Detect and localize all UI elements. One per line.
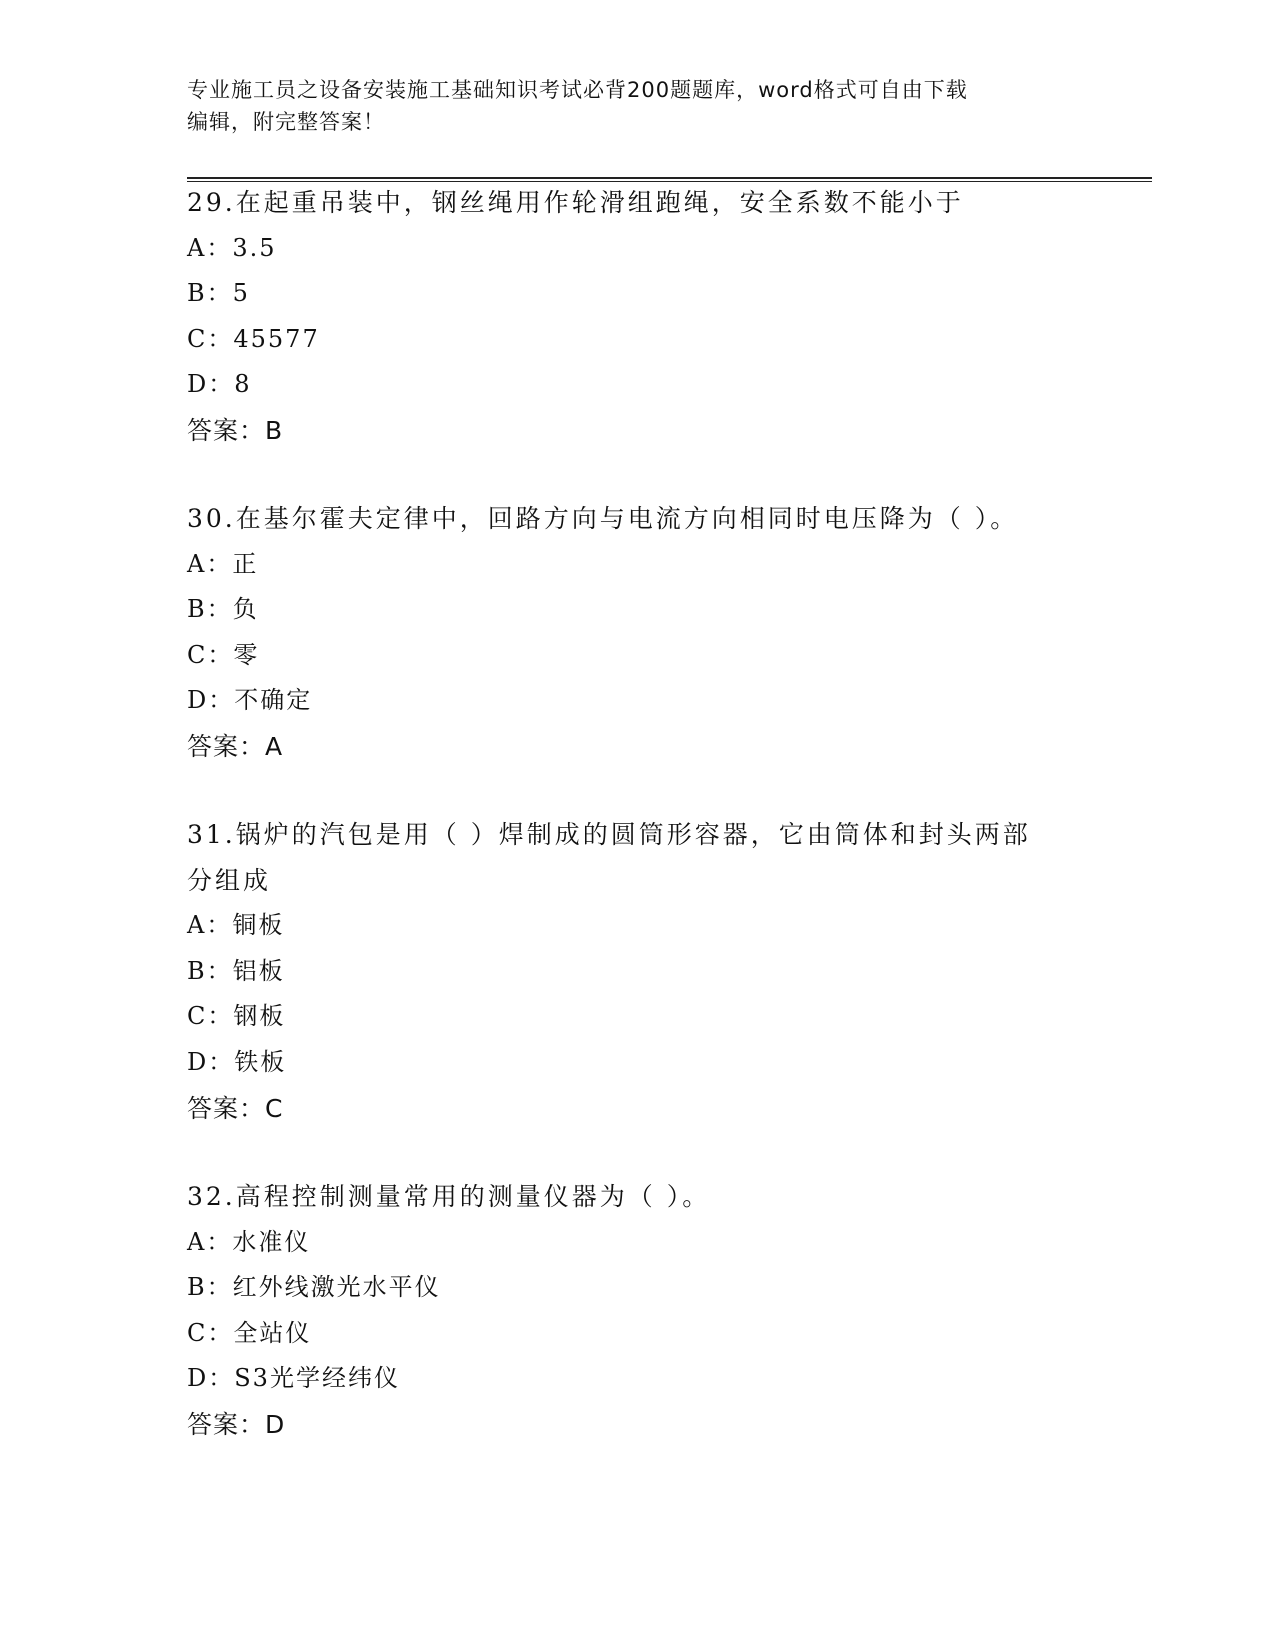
question-32 [187, 1174, 1087, 1448]
question-stem-line-2: 分组成 [187, 865, 272, 895]
document-header [187, 74, 1087, 138]
option-c: C：45577 [187, 324, 320, 353]
option-a: A：正 [187, 549, 259, 578]
question-stem: 32.高程控制测量常用的测量仪器为（ ）。 [187, 1182, 711, 1211]
header-title-line-2: 编辑，附完整答案！ [187, 110, 385, 134]
option-a: A：3.5 [187, 233, 277, 262]
option-d: D：8 [187, 370, 252, 399]
answer: 答案：C [187, 1093, 284, 1123]
answer: 答案：A [187, 731, 284, 761]
option-d: D：铁板 [187, 1047, 287, 1076]
option-b: B：5 [187, 279, 250, 308]
header-title-line-1: 专业施工员之设备安装施工基础知识考试必背200题题库，word格式可自由下载 [187, 78, 968, 102]
question-29 [187, 180, 1087, 454]
question-stem-line-1: 31.锅炉的汽包是用（ ）焊制成的圆筒形容器，它由筒体和封头两部 [187, 820, 1031, 849]
answer: 答案：B [187, 415, 284, 445]
question-31 [187, 812, 1087, 1131]
option-b: B：红外线激光水平仪 [187, 1273, 441, 1302]
option-d: D：不确定 [187, 686, 313, 715]
option-b: B：铝板 [187, 956, 285, 985]
option-c: C：钢板 [187, 1002, 286, 1031]
option-d: D：S3光学经纬仪 [187, 1364, 400, 1393]
option-c: C：零 [187, 640, 260, 669]
question-stem: 29.在起重吊装中，钢丝绳用作轮滑组跑绳，安全系数不能小于 [187, 188, 964, 217]
answer: 答案：D [187, 1409, 286, 1439]
option-c: C：全站仪 [187, 1318, 312, 1347]
option-a: A：水准仪 [187, 1227, 311, 1256]
option-b: B：负 [187, 595, 259, 624]
question-stem: 30.在基尔霍夫定律中，回路方向与电流方向相同时电压降为（ ）。 [187, 504, 1019, 533]
question-30 [187, 496, 1087, 770]
option-a: A：铜板 [187, 911, 285, 940]
